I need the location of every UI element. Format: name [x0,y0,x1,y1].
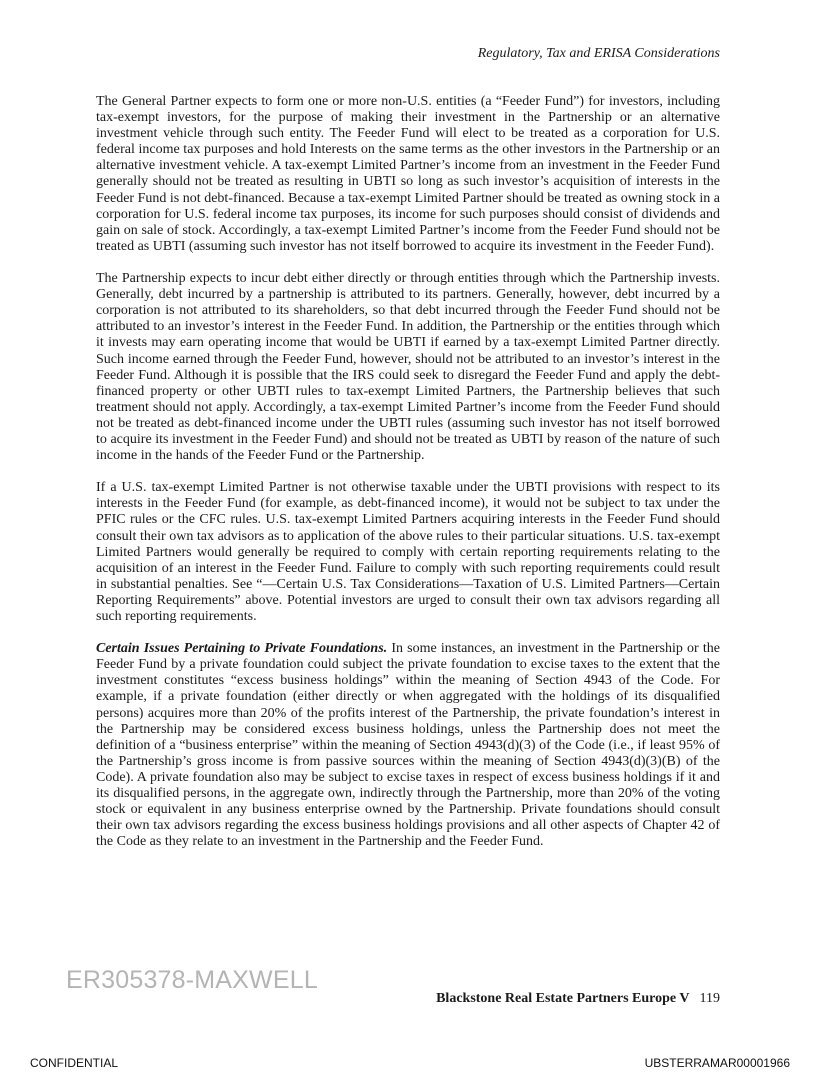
control-number: UBSTERRAMAR00001966 [644,1056,790,1070]
paragraph-reporting-requirements: If a U.S. tax-exempt Limited Partner is not otherwise taxable under the UBTI provisions with respect to its interests in the Feeder Fund (for example, as debt-financed income), it would not be subject to tax under the PFIC rules or the CFC rules. U.S. tax-exempt Limited Partners acquiring interests in the Feeder Fund should consult their own tax advisors as to application of the above rules to their particular situations. U.S. tax-exempt Limited Partners would generally be required to comply with certain reporting requirements relating to the acquisition of an interest in the Feeder Fund. Failure to comply with such reporting requirements could result in substantial penalties. See “—Certain U.S. Tax Considerations—Taxation of U.S. Limited Partners—Certain Reporting Requirements” above. Potential investors are urged to consult their own tax advisors regarding all such reporting requirements. [96,480,720,624]
paragraph-debt-attribution: The Partnership expects to incur debt either directly or through entities through which the Partnership invests. Generally, debt incurred by a partnership is attributed to its partners. Generally, however, debt incurred by a corporation is not attributed to its shareholders, so that debt incurred through the Feeder Fund should not be attributed to an investor’s interest in the Feeder Fund. In addition, the Partnership or the entities through which it invests may earn operating income that would be UBTI if earned by a tax-exempt Limited Partner directly. Such income earned through the Feeder Fund, however, should not be attributed to an investor’s interest in the Feeder Fund. Although it is possible that the IRS could seek to disregard the Feeder Fund and apply the debt-financed property or other UBTI rules to tax-exempt Limited Partners, the Partnership believes that such treatment should not apply. Accordingly, a tax-exempt Limited Partner’s income from the Feeder Fund should not be treated as debt-financed income under the UBTI rules (assuming such investor has not itself borrowed to acquire its investment in the Feeder Fund) and should not be treated as UBTI by reason of the nature of such income in the hands of the Feeder Fund or the Partnership. [96,271,720,464]
footer-fund-name: Blackstone Real Estate Partners Europe V [436,991,690,1006]
paragraph-private-foundations-text: In some instances, an investment in the Partnership or the Feeder Fund by a private foundation could subject the private foundation to excise taxes to the extent that the investment constitutes “excess business holdings” within the meaning of Section 4943 of the Code. For example, if a private foundation (either directly or when aggregated with the holdings of its disqualified persons) acquires more than 20% of the profits interest of the Partnership, the private foundation’s interest in the Partnership may be considered excess business holdings, unless the Partnership does not meet the definition of a “business enterprise” within the meaning of Section 4943(d)(3) of the Code (i.e., if least 95% of the Partnership’s gross income is from passive sources within the meaning of Section 4943(d)(3)(B) of the Code). A private foundation also may be subject to excise taxes in respect of excess business holdings if it and its disqualified persons, in the aggregate own, indirectly through the Partnership, more than 20% of the voting stock or equivalent in any business enterprise owned by the Partnership. Private foundations should consult their own tax advisors regarding the excess business holdings provisions and all other aspects of Chapter 42 of the Code as they relate to an investment in the Partnership and the Feeder Fund. [96,641,720,850]
running-header: Regulatory, Tax and ERISA Considerations [477,46,720,61]
paragraph-private-foundations [96,641,720,850]
section-lead-heading: Certain Issues Pertaining to Private Foundations. [96,641,388,657]
confidential-label: CONFIDENTIAL [30,1056,119,1070]
paragraph-feeder-fund-overview: The General Partner expects to form one or more non-U.S. entities (a “Feeder Fund”) for investors, including tax-exempt investors, for the purpose of making their investment in the Partnership or an alternative investment vehicle through such entity. The Feeder Fund will elect to be treated as a corporation for U.S. federal income tax purposes and hold Interests on the same terms as the other investors in the Partnership or an alternative investment vehicle. A tax-exempt Limited Partner’s income from an investment in the Feeder Fund generally should not be treated as resulting in UBTI so long as such investor’s acquisition of interests in the Feeder Fund is not debt-financed. Because a tax-exempt Limited Partner should be treated as owning stock in a corporation for U.S. federal income tax purposes, its income for such purposes should consist of dividends and gain on sale of stock. Accordingly, a tax-exempt Limited Partner’s income from the Feeder Fund should not be treated as UBTI (assuming such investor has not itself borrowed to acquire its investment in the Feeder Fund). [96,94,720,254]
page-footer [436,991,720,1007]
document-body [96,94,720,867]
page-number: 119 [699,991,720,1006]
bates-stamp: ER305378-MAXWELL [66,966,318,994]
